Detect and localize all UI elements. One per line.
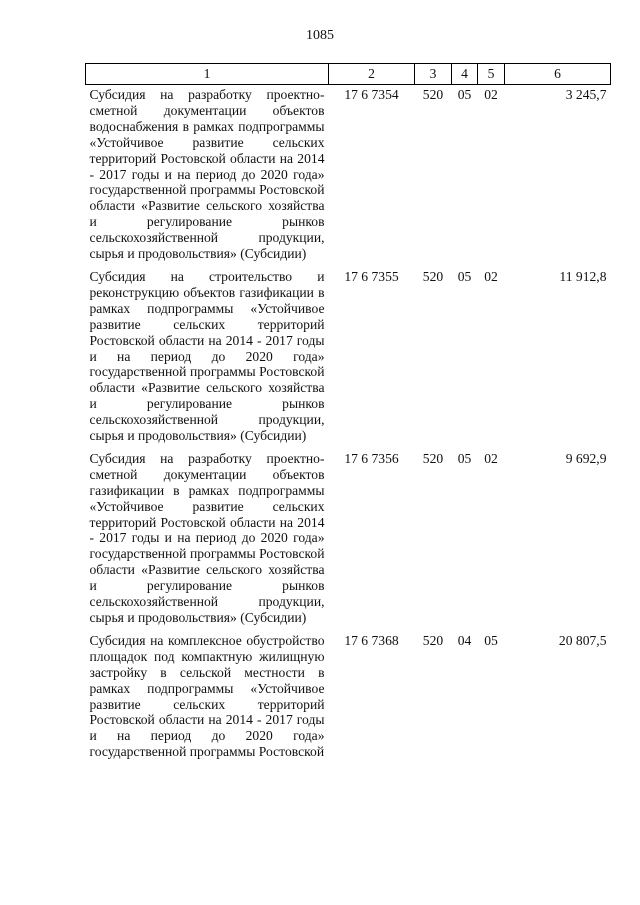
header-col-6: 6 [505,64,611,85]
header-row [86,64,611,85]
row-amount: 9 692,9 [565,450,607,466]
row-expense-type: 520 [422,87,444,102]
table-row [86,449,611,631]
row-section: 05 [457,268,472,284]
row-description: Субсидия на строительство и реконструкцию объектов газификации в рамках подпрограммы «Устойчивое развитие сельских территорий Ростовской области на 2014 - 2017 годы и на период до 2020 года» государственной программы Ростовской области «Развитие сельского хозяйства и регулирование рынков сельскохозяйственной продукции, сырья и продовольствия» (Субсидии) [89,268,325,444]
row-amount: 20 807,5 [558,632,607,648]
row-amount: 3 245,7 [565,87,607,102]
row-target-code: 17 6 7356 [344,450,399,466]
row-target-code: 17 6 7354 [344,87,399,102]
row-subsection: 02 [484,268,498,284]
row-subsection: 02 [484,87,498,102]
row-expense-type: 520 [422,450,444,466]
row-amount: 11 912,8 [559,268,607,284]
page-number: 1085 [306,28,334,43]
row-subsection: 05 [484,632,498,648]
table-header [86,64,611,85]
header-col-4: 4 [452,64,478,85]
table-body [86,85,611,761]
row-target-code: 17 6 7368 [344,632,399,648]
budget-table [85,63,611,760]
row-target-code: 17 6 7355 [344,268,399,284]
header-col-3: 3 [415,64,452,85]
header-col-2: 2 [329,64,415,85]
row-description: Субсидия на разработку проектно-сметной документации объектов газификации в рамках подпрограммы «Устойчивое развитие сельских территорий Ростовской области на 2014 - 2017 годы и на период до 2020 года» государственной программы Ростовской области «Развитие сельского хозяйства и регулирование рынков сельскохозяйственной продукции, сырья и продовольствия» (Субсидии) [89,450,325,625]
row-description: Субсидия на комплексное обустройство площадок под компактную жилищную застройку в сельской местности в рамках подпрограммы «Устойчивое развитие сельских территорий Ростовской области на 2014 - 2017 годы и на период до 2020 года» государственной программы Ростовской [89,632,325,760]
row-section: 04 [457,632,472,648]
row-description: Субсидия на разработку проектно-сметной документации объектов водоснабжения в рамках подпрограммы «Устойчивое развитие сельских территорий Ростовской области на 2014 - 2017 годы и на период до 2020 года» государственной программы Ростовской области «Развитие сельского хозяйства и регулирование рынков сельскохозяйственной продукции, сырья и продовольствия» (Субсидии) [89,87,325,262]
row-subsection: 02 [484,450,498,466]
table-row [86,631,611,760]
row-section: 05 [457,87,472,102]
table-row [86,267,611,449]
header-col-5: 5 [478,64,505,85]
table-row [86,85,611,267]
header-col-1: 1 [86,64,329,85]
row-section: 05 [457,450,472,466]
row-expense-type: 520 [422,268,444,284]
row-expense-type: 520 [422,632,444,648]
